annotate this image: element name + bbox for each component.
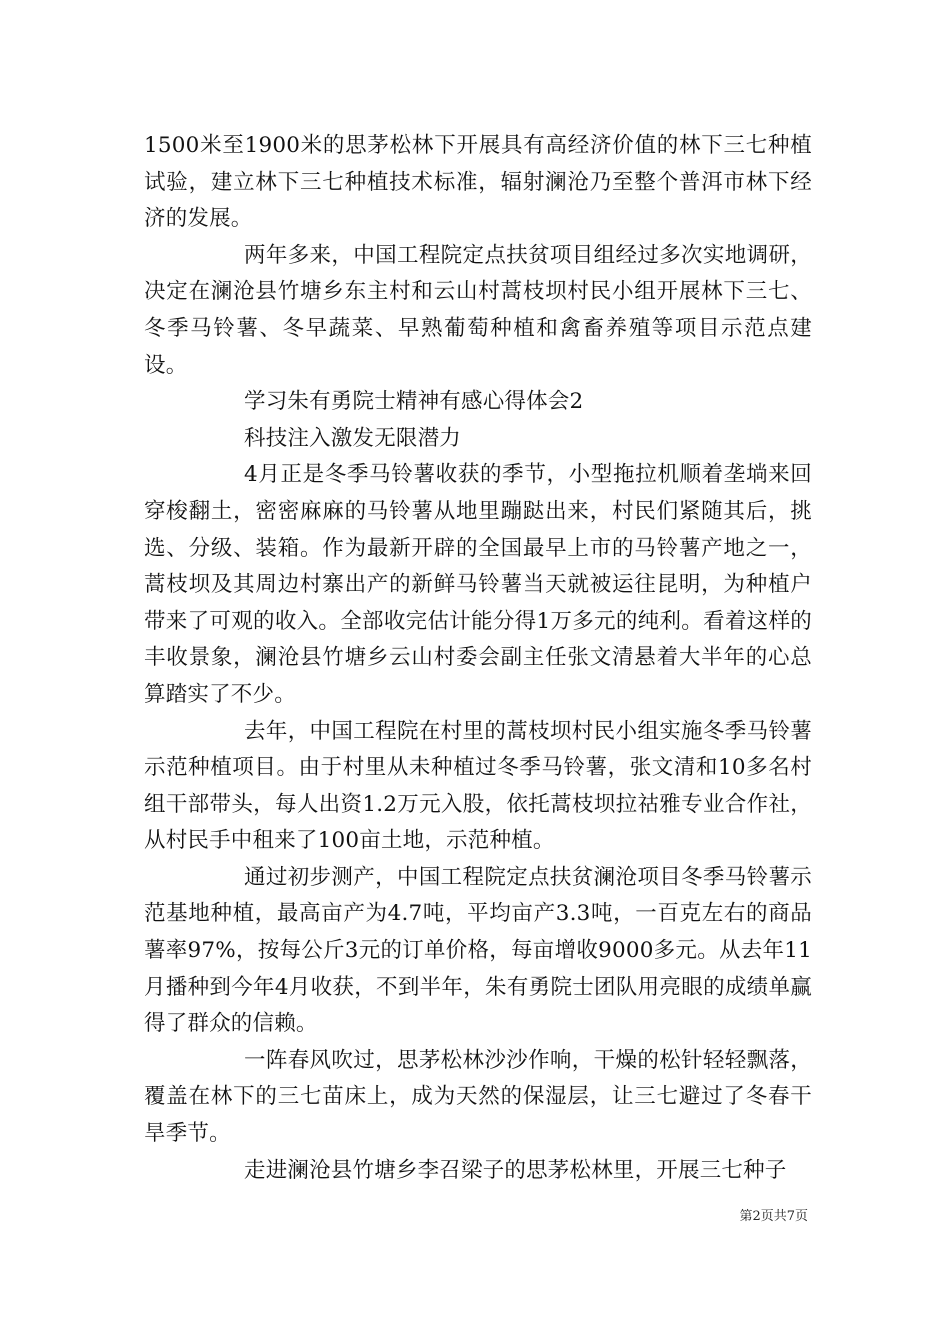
paragraph-4: 去年，中国工程院在村里的蒿枝坝村民小组实施冬季马铃薯示范种植项目。由于村里从未种植过冬季马铃薯，张文清和10多名村组干部带头，每人出资1.2万元入股，依托蒿枝坝拉祜雅专业合作社，从村民手中租来了100亩土地，示范种植。 [144,718,812,854]
section-subtitle: 科技注入激发无限潜力 [244,425,462,451]
paragraph-2: 两年多来，中国工程院定点扶贫项目组经过多次实地调研，决定在澜沧县竹塘乡东主村和云山村蒿枝坝村民小组开展林下三七、冬季马铃薯、冬早蔬菜、早熟葡萄种植和禽畜养殖等项目示范点建设。 [144,242,812,378]
paragraph-6: 一阵春风吹过，思茅松林沙沙作响，干燥的松针轻轻飘落，覆盖在林下的三七苗床上，成为天然的保湿层，让三七避过了冬春干旱季节。 [144,1047,812,1147]
page-number: 第2页共7页 [739,1209,808,1224]
paragraph-3: 4月正是冬季马铃薯收获的季节，小型拖拉机顺着垄埫来回穿梭翻土，密密麻麻的马铃薯从地里蹦跶出来，村民们紧随其后，挑选、分级、装箱。作为最新开辟的全国最早上市的马铃薯产地之一，蒿枝坝及其周边村寨出产的新鲜马铃薯当天就被运往昆明，为种植户带来了可观的收入。全部收完估计能分得1万多元的纯利。看着这样的丰收景象，澜沧县竹塘乡云山村委会副主任张文清悬着大半年的心总算踏实了不少。 [144,462,812,707]
paragraph-5: 通过初步测产，中国工程院定点扶贫澜沧项目冬季马铃薯示范基地种植，最高亩产为4.7吨，平均亩产3.3吨，一百克左右的商品薯率97%，按每公斤3元的订单价格，每亩增收9000多元。从去年11月播种到今年4月收获，不到半年，朱有勇院士团队用亮眼的成绩单赢得了群众的信赖。 [144,864,812,1037]
paragraph-7: 走进澜沧县竹塘乡李召梁子的思茅松林里，开展三七种子 [244,1157,787,1183]
document-body [144,128,812,1189]
paragraph-1: 1500米至1900米的思茅松林下开展具有高经济价值的林下三七种植试验，建立林下三七种植技术标准，辐射澜沧乃至整个普洱市林下经济的发展。 [144,133,812,232]
section-title: 学习朱有勇院士精神有感心得体会2 [244,389,584,415]
